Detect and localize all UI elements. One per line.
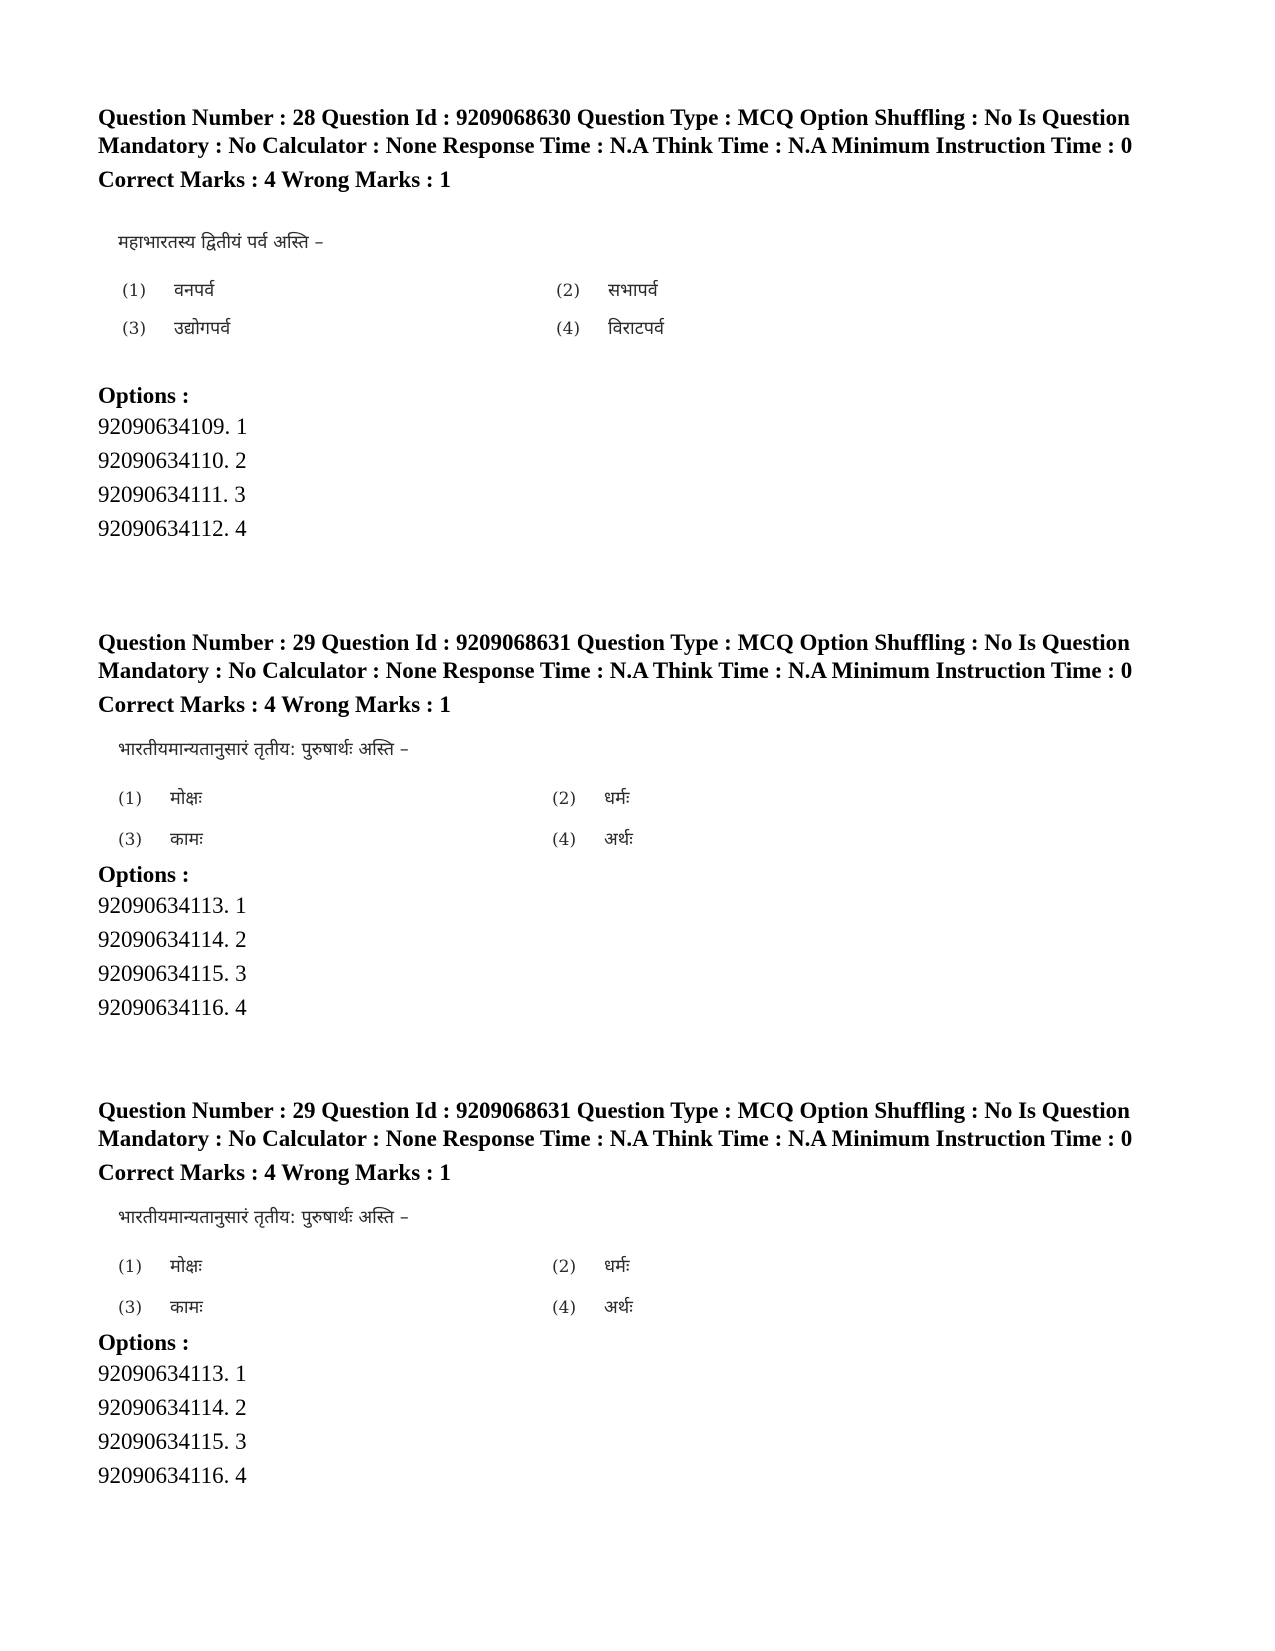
choice-text: सभापर्व [608, 280, 658, 301]
question-stem: भारतीयमान्यतानुसारं तृतीय: पुरुषार्थः अस्ति – [118, 1207, 409, 1228]
question-marks: Correct Marks : 4 Wrong Marks : 1 [98, 692, 451, 717]
question-block [98, 104, 1178, 546]
options-heading: Options : [98, 383, 190, 408]
option-line: 92090634112. 4 [98, 516, 247, 541]
choice-text: मोक्षः [170, 788, 202, 809]
choice-text: उद्योगपर्व [174, 318, 231, 339]
question-image [98, 719, 1178, 861]
choice [556, 316, 664, 340]
choice-text: धर्मः [604, 788, 630, 809]
option-line: 92090634115. 3 [98, 961, 247, 986]
question-meta: Question Number : 29 Question Id : 9209068631 Question Type : MCQ Option Shuffling : No Is Question Mandatory : No Calculator : None Response Time : N.A Think Time : N.A Minimum Instruction Time : 0 [98, 630, 1133, 683]
choice-number: (3) [118, 1298, 143, 1318]
choice [552, 1295, 633, 1319]
question-stem: महाभारतस्य द्वितीयं पर्व अस्ति – [118, 232, 324, 253]
choice-text: मोक्षः [170, 1256, 202, 1277]
option-line: 92090634114. 2 [98, 927, 247, 952]
choice-text: धर्मः [604, 1256, 630, 1277]
question-image [98, 194, 1178, 376]
choice [118, 827, 203, 851]
question-marks: Correct Marks : 4 Wrong Marks : 1 [98, 1160, 451, 1185]
option-line: 92090634114. 2 [98, 1395, 247, 1420]
question-meta: Question Number : 29 Question Id : 9209068631 Question Type : MCQ Option Shuffling : No Is Question Mandatory : No Calculator : None Response Time : N.A Think Time : N.A Minimum Instruction Time : 0 [98, 1098, 1133, 1151]
choice-text: विराटपर्व [608, 318, 664, 339]
choice-number: (3) [118, 830, 143, 850]
option-line: 92090634116. 4 [98, 1463, 247, 1488]
question-marks: Correct Marks : 4 Wrong Marks : 1 [98, 167, 451, 192]
choice [122, 278, 214, 302]
choice [122, 316, 230, 340]
choice [552, 1254, 629, 1278]
choice-number: (2) [556, 281, 581, 301]
option-line: 92090634111. 3 [98, 482, 246, 507]
option-line: 92090634113. 1 [98, 1361, 247, 1386]
choice-number: (1) [122, 281, 147, 301]
choice-number: (1) [118, 789, 143, 809]
options-heading: Options : [98, 862, 190, 887]
choice-text: अर्थः [604, 1297, 633, 1318]
choice-number: (1) [118, 1257, 143, 1277]
choice [118, 786, 202, 810]
choice [556, 278, 658, 302]
option-line: 92090634116. 4 [98, 995, 247, 1020]
question-block [98, 1097, 1178, 1493]
choice-number: (3) [122, 319, 147, 339]
question-image [98, 1187, 1178, 1329]
option-line: 92090634113. 1 [98, 893, 247, 918]
choice-number: (4) [552, 830, 577, 850]
choice-number: (2) [552, 1257, 577, 1277]
choice [118, 1295, 203, 1319]
question-block [98, 629, 1178, 1025]
choice-number: (4) [552, 1298, 577, 1318]
choice-text: कामः [170, 1297, 203, 1318]
option-line: 92090634110. 2 [98, 448, 247, 473]
choice-text: अर्थः [604, 829, 633, 850]
option-line: 92090634115. 3 [98, 1429, 247, 1454]
choice-text: वनपर्व [174, 280, 215, 301]
options-heading: Options : [98, 1330, 190, 1355]
choice [552, 827, 633, 851]
choice-number: (4) [556, 319, 581, 339]
choice-text: कामः [170, 829, 203, 850]
choice-number: (2) [552, 789, 577, 809]
question-stem: भारतीयमान्यतानुसारं तृतीय: पुरुषार्थः अस्ति – [118, 739, 409, 760]
choice [118, 1254, 202, 1278]
option-line: 92090634109. 1 [98, 414, 248, 439]
question-meta: Question Number : 28 Question Id : 9209068630 Question Type : MCQ Option Shuffling : No Is Question Mandatory : No Calculator : None Response Time : N.A Think Time : N.A Minimum Instruction Time : 0 [98, 105, 1133, 158]
choice [552, 786, 629, 810]
